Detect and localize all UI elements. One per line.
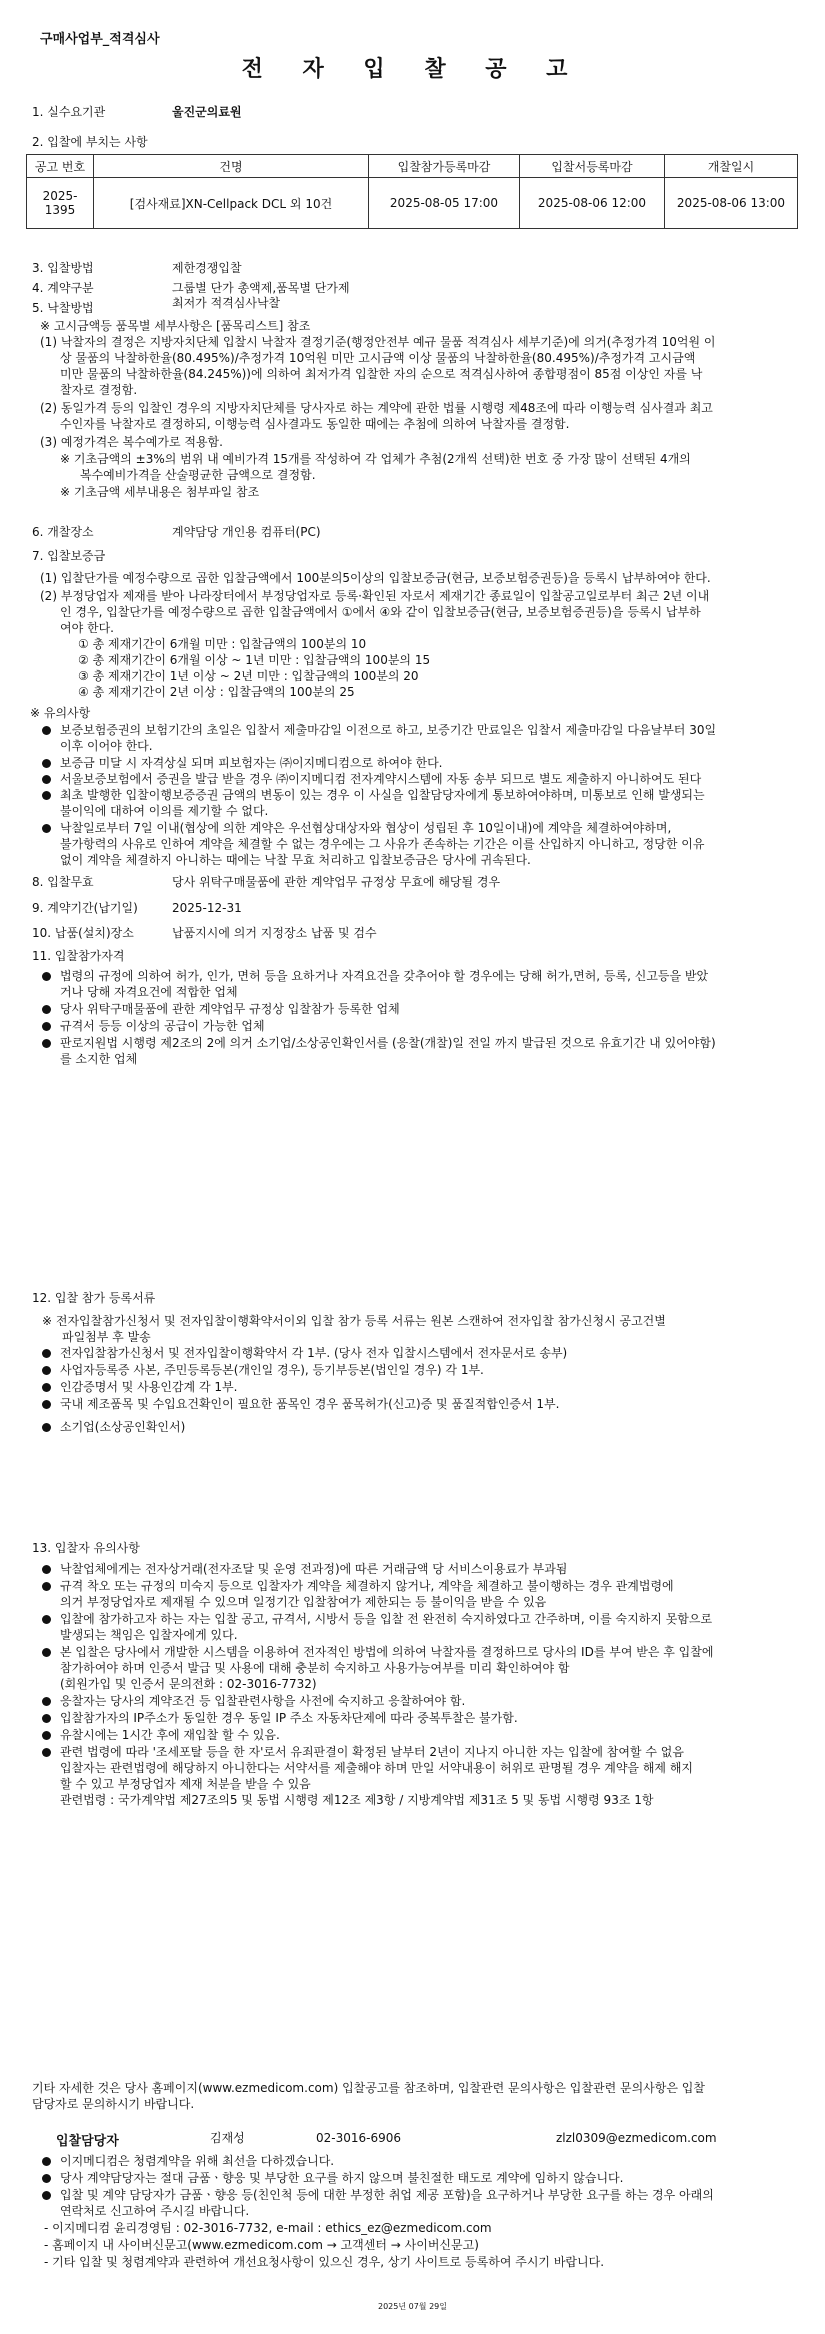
bullet-icon: [42, 1366, 51, 1375]
required-document: 인감증명서 및 사용인감계 각 1부.: [60, 1380, 238, 1394]
bullet-icon: [42, 1748, 51, 1757]
ethics-item: 연락처로 신고하여 주시길 바랍니다.: [60, 2204, 250, 2218]
bullet-icon: [42, 775, 51, 784]
contract-type: 그룹별 단가 총액제,품목별 단가제: [172, 281, 350, 295]
opening-datetime: 2025-08-06 13:00: [665, 178, 798, 229]
bullet-icon: [42, 1615, 51, 1624]
bullet-icon: [42, 2157, 51, 2166]
delivery-place: 납품지시에 의거 지정장소 납품 및 검수: [172, 926, 377, 940]
bullet-icon: [42, 1039, 51, 1048]
section-6-label: 6. 개찰장소: [32, 525, 94, 539]
bullet-icon: [42, 1697, 51, 1706]
bidder-notice: 응찰자는 당사의 계약조건 등 입찰관련사항을 사전에 숙지하고 응찰하여야 함.: [60, 1694, 466, 1708]
s7-note: 불이익에 대하여 이의를 제기할 수 없다.: [60, 804, 269, 818]
s7-rule: 인 경우, 입찰단가를 예정수량으로 곱한 입찰금액에서 ①에서 ④와 같이 입찰보증금(현금, 보증보험증권등)을 등록시 납부하: [60, 605, 701, 619]
ethics-item: 입찰 및 계약 담당자가 금품ㆍ향응 등(친인척 등에 대한 부정한 취업 제공 포함)을 요구하거나 부당한 요구를 하는 경우 아래의: [60, 2188, 714, 2202]
section-13-label: 13. 입찰자 유의사항: [32, 1541, 140, 1555]
notice-number: 2025-1395: [27, 178, 94, 229]
bidder-notice: 발생되는 책임은 입찰자에게 있다.: [60, 1628, 238, 1642]
bullet-icon: [42, 2174, 51, 2183]
col-header: 입찰참가등록마감: [369, 155, 520, 178]
s5-rule-2: (2) 동일가격 등의 입찰인 경우의 지방자치단체를 당사자로 하는 계약에 관한 법률 시행령 제48조에 따라 이행능력 심사결과 최고: [40, 401, 713, 415]
s5-rule-3-note: ※ 기초금액 세부내용은 첨부파일 참조: [60, 485, 260, 499]
qualification-item: 당사 위탁구매물품에 관한 계약업무 규정상 입찰참가 등록한 업체: [60, 1002, 400, 1016]
item-name: [검사재료]XN-Cellpack DCL 외 10건: [94, 178, 369, 229]
section-8-label: 8. 입찰무효: [32, 875, 94, 889]
s7-note: 불가항력의 사유로 인하여 계약을 체결할 수 없는 경우에는 그 사유가 존속하는 기간은 이를 산입하지 아니하고, 정당한 이유: [60, 837, 705, 851]
section-9-label: 9. 계약기간(납기일): [32, 901, 138, 915]
qualification-item: 법령의 규정에 의하여 허가, 인가, 면허 등을 요하거나 자격요건을 갖추어야 할 경우에는 당해 허가,면허, 등록, 신고등을 받았: [60, 969, 709, 983]
bidder-notice: 입찰자는 관련법령에 해당하지 아니한다는 서약서를 제출해야 하며 만일 서약내용이 허위로 판명될 경우 계약을 해제 해지: [60, 1761, 694, 1775]
bullet-icon: [42, 1565, 51, 1574]
s7-rule: (2) 부정당업자 제재를 받아 나라장터에서 부정당업자로 등록·확인된 자로서 제재기간 종료일이 입찰공고일로부터 최근 2년 이내: [40, 589, 710, 603]
s7-note: 보증금 미달 시 자격상실 되며 피보험자는 ㈜이지메디컴으로 하여야 한다.: [60, 756, 443, 770]
bullet-icon: [42, 1582, 51, 1591]
bullet-icon: [42, 1423, 51, 1432]
bullet-icon: [42, 1349, 51, 1358]
bidder-notice: 본 입찰은 당사에서 개발한 시스템을 이용하여 전자적인 방법에 의하여 낙찰자를 결정하므로 당사의 ID를 부여 받은 후 입찰에: [60, 1645, 714, 1659]
required-document: 국내 제조품목 및 수입요건확인이 필요한 품목인 경우 품목허가(신고)증 및 품질적합인증서 1부.: [60, 1397, 560, 1411]
footer-intro: 담당자로 문의하시기 바랍니다.: [32, 2097, 195, 2111]
bidder-notice: 입찰참가자의 IP주소가 동일한 경우 동일 IP 주소 자동차단제에 따라 중복투찰은 불가함.: [60, 1711, 518, 1725]
bidder-notice: 관련법령 : 국가계약법 제27조의5 및 동법 시행령 제12조 제3항 / 지방계약법 제31조 5 및 동법 시행령 93조 1항: [60, 1793, 654, 1807]
footer-intro: 기타 자세한 것은 당사 홈페이지(www.ezmedicom.com) 입찰공고를 참조하며, 입찰관련 문의사항은 입찰관련 문의사항은 입찰: [32, 2081, 705, 2095]
s7-note: 이후 이어야 한다.: [60, 739, 153, 753]
s5-rule-1: 찰자로 결정함.: [60, 383, 138, 397]
section-1-label: 1. 실수요기관: [32, 105, 106, 119]
bidder-notice: 관련 법령에 따라 '조세포탈 등을 한 자'로서 유죄판결이 확정된 날부터 2년이 지나지 아니한 자는 입찰에 참여할 수 없음: [60, 1745, 684, 1759]
s7-note: 서울보증보험에서 증권을 발급 받을 경우 ㈜이지메디컴 전자계약시스템에 자동 송부 되므로 별도 제출하지 아니하여도 된다: [60, 772, 702, 786]
report-channel: - 홈페이지 내 사이버신문고(www.ezmedicom.com → 고객센터 → 사이버신문고): [44, 2238, 479, 2252]
col-header: 입찰서등록마감: [520, 155, 665, 178]
qualification-item: 를 소지한 업체: [60, 1052, 138, 1066]
bid-deadline: 2025-08-06 12:00: [520, 178, 665, 229]
s5-rule-3-note: 복수예비가격을 산술평균한 금액으로 결정함.: [80, 468, 316, 482]
section-5-label: 5. 낙찰방법: [32, 301, 94, 315]
s5-note-ref: ※ 고시금액등 품목별 세부사항은 [품목리스트] 참조: [40, 319, 311, 333]
table-row: [27, 178, 798, 229]
col-header: 건명: [94, 155, 369, 178]
contact-label: 입찰담당자: [56, 2134, 119, 2149]
registration-deadline: 2025-08-05 17:00: [369, 178, 520, 229]
report-channel: - 이지메디컴 윤리경영팀 : 02-3016-7732, e-mail : ethics_ez@ezmedicom.com: [44, 2221, 492, 2235]
s7-note: 낙찰일로부터 7일 이내(협상에 의한 계약은 우선협상대상자와 협상이 성립된 후 10일이내)에 계약을 체결하여야하며,: [60, 821, 672, 835]
contract-period: 2025-12-31: [172, 901, 242, 915]
bullet-icon: [42, 972, 51, 981]
s7-tier: ④ 총 제재기간이 2년 이상 : 입찰금액의 100분의 25: [78, 685, 355, 699]
s7-tier: ① 총 제재기간이 6개월 미만 : 입찰금액의 100분의 10: [78, 637, 367, 651]
s12-note: ※ 전자입찰참가신청서 및 전자입찰이행확약서이외 입찰 참가 등록 서류는 원본 스캔하여 전자입찰 참가신청시 공고건별: [42, 1314, 666, 1328]
s5-rule-3: (3) 예정가격은 복수예가로 적용함.: [40, 435, 223, 449]
s7-note: 없이 계약을 체결하지 아니하는 때에는 낙찰 무효 처리하고 입찰보증금은 당사에 귀속된다.: [60, 853, 531, 867]
s7-rule: (1) 입찰단가를 예정수량으로 곱한 입찰금액에서 100분의5이상의 입찰보증금(현금, 보증보험증권등)을 등록시 납부하여야 한다.: [40, 571, 711, 585]
page-title: 전 자 입 찰 공 고: [241, 57, 584, 82]
bidder-notice: (회원가입 및 인증서 문의전화 : 02-3016-7732): [60, 1677, 317, 1691]
s5-rule-1: 상 물품의 낙찰하한율(80.495%)/추정가격 10억원 미만 고시금액 이상 물품의 낙찰하한율(80.495%)/추정가격 고시금액: [60, 351, 696, 365]
s5-rule-1: (1) 낙찰자의 결정은 지방자치단체 입찰시 낙찰자 결정기준(행정안전부 예규 물품 적격심사 세부기준)에 의거(추정가격 10억원 이: [40, 335, 716, 349]
report-channel: - 기타 입찰 및 청렴계약과 관련하여 개선요청사항이 있으신 경우, 상기 사이트로 등록하여 주시기 바랍니다.: [44, 2255, 605, 2269]
ethics-item: 당사 계약담당자는 절대 금품ㆍ향응 및 부당한 요구를 하지 않으며 불친절한 태도로 계약에 임하지 않습니다.: [60, 2171, 624, 2185]
bullet-icon: [42, 824, 51, 833]
bullet-icon: [42, 1383, 51, 1392]
section-3-label: 3. 입찰방법: [32, 261, 94, 275]
qualification-item: 판로지원법 시행령 제2조의 2에 의거 소기업/소상공인확인서를 (응찰(개찰)일 전일 까지 발급된 것으로 유효기간 내 있어야함): [60, 1036, 716, 1050]
invalid-bid: 당사 위탁구매물품에 관한 계약업무 규정상 무효에 해당될 경우: [172, 875, 501, 889]
qualification-item: 거나 당해 자격요건에 적합한 업체: [60, 985, 238, 999]
ethics-item: 이지메디컴은 청렴계약을 위해 최선을 다하겠습니다.: [60, 2154, 335, 2168]
s7-tier: ② 총 제재기간이 6개월 이상 ~ 1년 미만 : 입찰금액의 100분의 15: [78, 653, 431, 667]
required-document: 사업자등록증 사본, 주민등록등본(개인일 경우), 등기부등본(법인일 경우) 각 1부.: [60, 1363, 484, 1377]
bullet-icon: [42, 1005, 51, 1014]
s5-rule-2: 수인자를 낙찰자로 결정하되, 이행능력 심사결과도 동일한 때에는 추첨에 의하여 낙찰자를 결정함.: [60, 417, 570, 431]
table-header-row: [27, 155, 798, 178]
section-4-label: 4. 계약구분: [32, 281, 94, 295]
bullet-icon: [42, 1731, 51, 1740]
s7-rule: 여야 한다.: [60, 621, 114, 635]
s7-note: 최초 발행한 입찰이행보증증권 금액의 변동이 있는 경우 이 사실을 입찰담당자에게 통보하여야하며, 미통보로 인해 발생되는: [60, 788, 705, 802]
bidder-notice: 참가하여야 하며 인증서 발급 및 사용에 대해 충분히 숙지하고 사용가능여부를 미리 확인하여야 함: [60, 1661, 570, 1675]
bid-method: 제한경쟁입찰: [172, 261, 242, 275]
bullet-icon: [42, 1022, 51, 1031]
section-12-label: 12. 입찰 참가 등록서류: [32, 1291, 156, 1305]
department-label: 구매사업부_적격심사: [40, 32, 160, 47]
bidder-notice: 규격 착오 또는 규정의 미숙지 등으로 입찰자가 계약을 체결하지 않거나, 계약을 체결하고 불이행하는 경우 관계법령에: [60, 1579, 674, 1593]
notice-date: 2025년 07월 29일: [378, 2302, 447, 2311]
s5-rule-3-note: ※ 기초금액의 ±3%의 범위 내 예비가격 15개를 작성하여 각 업체가 추첨(2개씩 선택)한 번호 중 가장 많이 선택된 4개의: [60, 452, 691, 466]
contact-phone: 02-3016-6906: [316, 2131, 402, 2145]
s7-tier: ③ 총 제재기간이 1년 이상 ~ 2년 미만 : 입찰금액의 100분의 20: [78, 669, 419, 683]
section-11-label: 11. 입찰참가자격: [32, 949, 125, 963]
section-2-label: 2. 입찰에 부치는 사항: [32, 135, 148, 149]
opening-place: 계약담당 개인용 컴퓨터(PC): [172, 525, 321, 539]
bidder-notice: 입찰에 참가하고자 하는 자는 입찰 공고, 규격서, 시방서 등을 입찰 전 완전히 숙지하였다고 간주하며, 이를 숙지하지 못함으로: [60, 1612, 713, 1626]
institution-name: 울진군의료원: [172, 105, 242, 119]
bullet-icon: [42, 759, 51, 768]
bidder-notice: 유찰시에는 1시간 후에 재입찰 할 수 있음.: [60, 1728, 280, 1742]
bidder-notice: 낙찰업체에게는 전자상거래(전자조달 및 운영 전과정)에 따른 거래금액 당 서비스이용료가 부과됨: [60, 1562, 568, 1576]
bullet-icon: [42, 2191, 51, 2200]
contact-email: zlzl0309@ezmedicom.com: [556, 2131, 717, 2145]
col-header: 개찰일시: [665, 155, 798, 178]
required-document: 소기업(소상공인확인서): [60, 1420, 186, 1434]
required-document: 전자입찰참가신청서 및 전자입찰이행확약서 각 1부. (당사 전자 입찰시스템에서 전자문서로 송부): [60, 1346, 568, 1360]
section-7-label: 7. 입찰보증금: [32, 549, 106, 563]
qualification-item: 규격서 등등 이상의 공급이 가능한 업체: [60, 1019, 265, 1033]
s5-rule-1: 미만 물품의 낙찰하한율(84.245%))에 의하여 최저가격 입찰한 자의 순으로 적격심사하여 종합평점이 85점 이상인 자를 낙: [60, 367, 703, 381]
bidder-notice: 의거 부정당업자로 제재될 수 있으며 일정기간 입찰참여가 제한되는 등 불이익을 받을 수 있음: [60, 1595, 547, 1609]
col-header: 공고 번호: [27, 155, 94, 178]
contact-name: 김재성: [210, 2131, 245, 2145]
s7-note: 보증보험증권의 보험기간의 초일은 입찰서 제출마감일 이전으로 하고, 보증기간 만료일은 입찰서 제출마감일 다음날부터 30일: [60, 723, 717, 737]
bidder-notice: 할 수 있고 부정당업자 제재 처분을 받을 수 있음: [60, 1777, 311, 1791]
bid-table: [26, 154, 798, 229]
s12-note: 파일첨부 후 발송: [62, 1330, 151, 1344]
bullet-icon: [42, 1714, 51, 1723]
bullet-icon: [42, 726, 51, 735]
notes-heading: ※ 유의사항: [30, 706, 91, 720]
section-10-label: 10. 납품(설치)장소: [32, 926, 134, 940]
bullet-icon: [42, 791, 51, 800]
bullet-icon: [42, 1648, 51, 1657]
bullet-icon: [42, 1400, 51, 1409]
award-method: 최저가 적격심사낙찰: [172, 296, 281, 310]
